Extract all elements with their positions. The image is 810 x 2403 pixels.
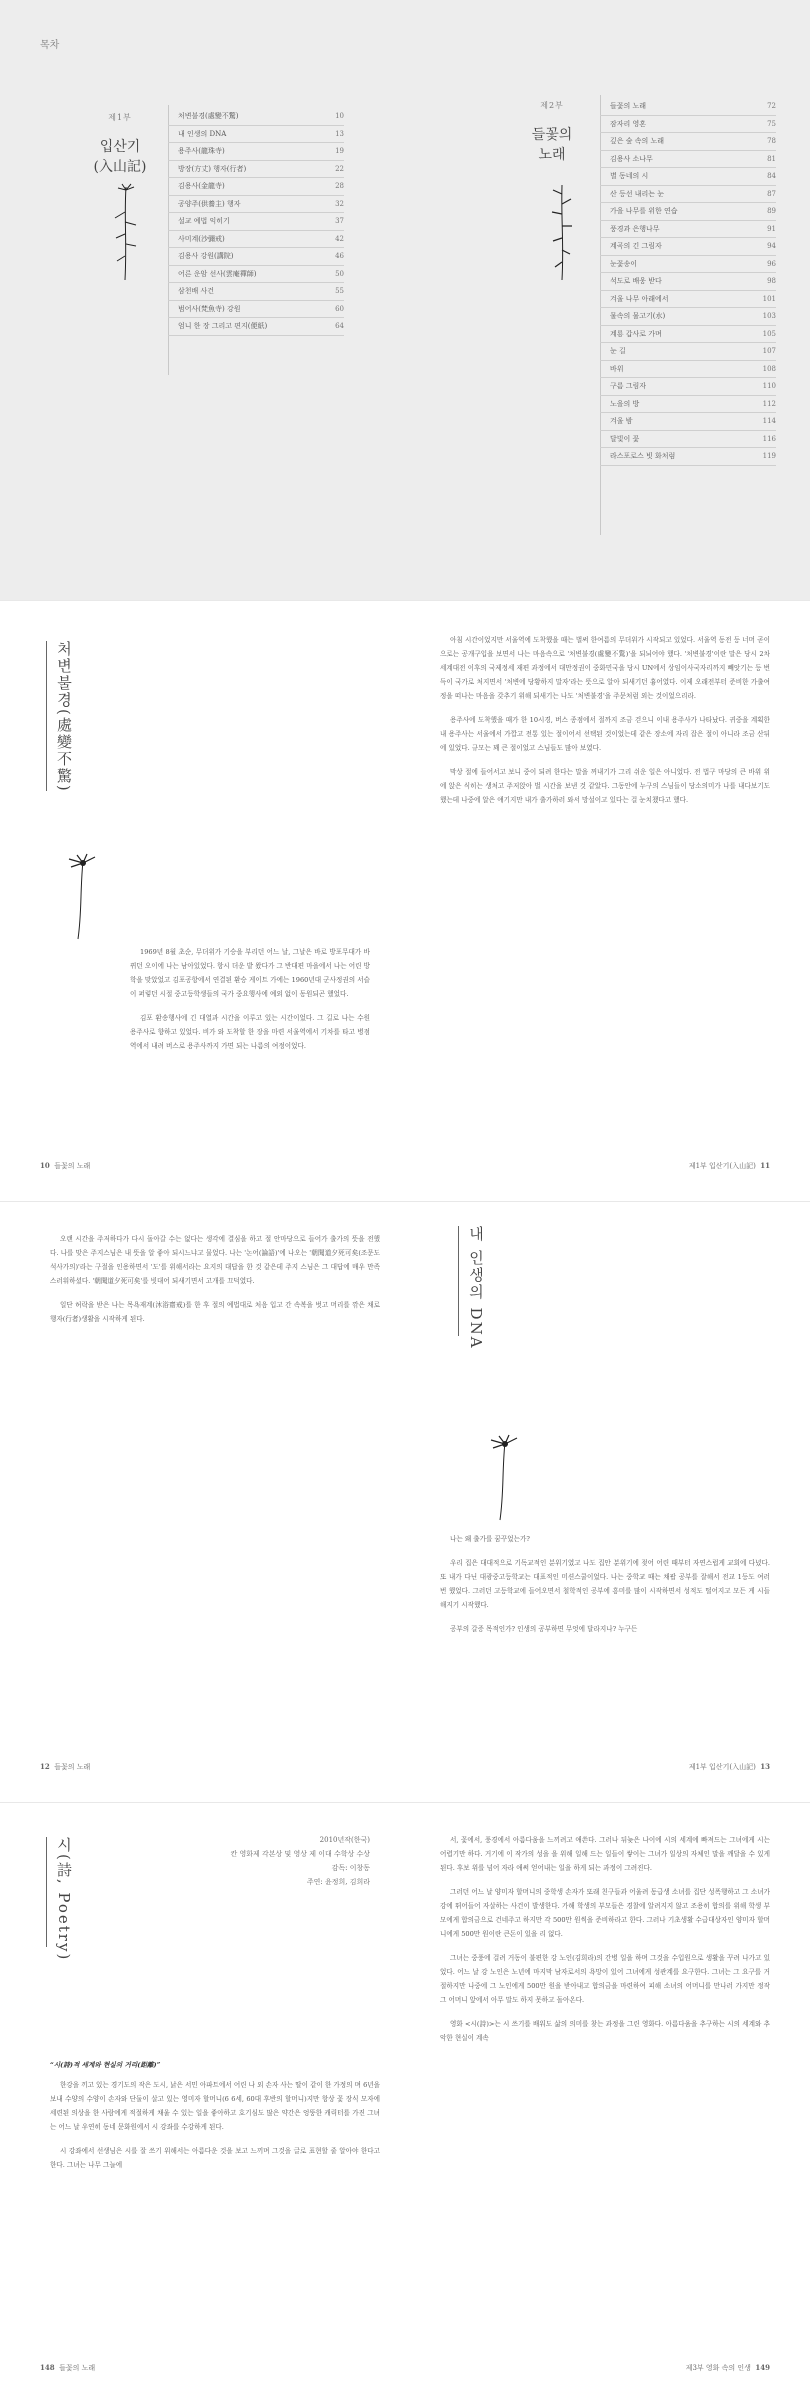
credit-line: 주연: 윤정희, 김희라 — [306, 1878, 370, 1886]
toc-entry[interactable] — [168, 231, 344, 249]
chapter-title: 시(詩, Poetry) — [55, 1837, 73, 1962]
part2-number: 제2부 — [540, 101, 564, 110]
left-folio: 10 들꽃의 노래 — [40, 1161, 91, 1170]
toc-entry-title: 공양주(供養主) 행자 — [178, 199, 241, 208]
toc-entry-title: 별 동네의 시 — [610, 172, 649, 180]
paragraph: 그녀는 중풍에 걸려 거동이 불편한 강 노인(김희라)의 간병 일을 하며 그것을 수입원으로 생활을 꾸려 나가고 있었다. 어느 날 강 노인은 노년에 마지막 남자로서의 욕망이 있어 그녀에게 성관계를 요구한다. 그녀는 그 요구를 거절하지만 나중에 그 노인에게 500만 원을 받아내고 합의금을 마련하여 피해 소녀의 어머니를 만나러 가지만 정작 그 어머니 앞에서 아무 말도 하지 못하고 돌아온다. — [440, 1954, 770, 2004]
paragraph: 한강을 끼고 있는 경기도의 작은 도시, 낡은 서민 아파트에서 어린 나 외 손자 사는 딸이 같이 한 가정의 며 6년을 보내 수양의 수양이 손자와 단둘이 살고 있는 영미자 할머니(6 6세, 60대 후반의 할머니)지만 항상 꽃 장식 모자에 세련된 의상을 한 사람에게 적절하게 채울 수 있는 일을 좋아하고 호기심도 많은 약간은 엉뚱한 캐릭터를 가진 그녀는 어느 날 우연히 동네 문화원에서 시 강좌를 수강하게 된다. — [50, 2081, 381, 2131]
toc-entry-title: 계곡의 긴 그림자 — [610, 242, 662, 250]
toc-entry-page: 114 — [762, 417, 776, 425]
toc-entry-page: 119 — [762, 452, 776, 460]
toc-page — [0, 0, 810, 600]
paragraph: 서, 꽃에서, 풍경에서 아름다움을 느끼려고 애쓴다. 그러나 뒤늦은 나이에 시의 세계에 빠져드는 그녀에게 시는 어렵기만 하다. 거기에 이 작가의 성을 을 위해 일해 드는 일들이 쌓이는 그녀가 일상의 자체인 말을 깨달을 수 있게 된다. 후보 위를 넘어 자라 애써 얻어내는 일을 하게 되는 과정이 그려진다. — [440, 1836, 770, 1872]
paragraph: 아침 시간이었지만 서울역에 도착했을 때는 벌써 한여름의 무더위가 시작되고 있었다. 서울역 동전 등 너머 곧이으로는 공개구입을 보면서 나는 마음속으로 '처변불경(處變不驚)'을 되뇌어야 했다. '처변불경'이란 말은 당시 2차 세계대전 이후의 국제정세 재편 과정에서 대만정권이 중화민국을 당시 UN에서 상임이사국자리까지 빼앗기는 등 번득이 국가로 처지면서 '처변에 당황하지 말자'라는 뜻으로 알아 되새기던 흉어였다. 이제 오래전부터 준비한 가출여정을 떠나는 마음을 갖추기 위해 되새기는 나도 '처변불경'을 주문처럼 외는 것이었으리라. — [440, 636, 770, 700]
toc-entry[interactable] — [600, 186, 776, 204]
toc-entry-title: 겨울 나무 아래에서 — [610, 294, 669, 303]
toc-entry-title: 들꽃의 노래 — [610, 102, 647, 110]
left-folio: 12 들꽃의 노래 — [40, 1762, 91, 1771]
toc-entry[interactable] — [168, 248, 344, 266]
toc-entry-title: 범어사(梵魚寺) 강원 — [178, 304, 241, 313]
spread-148-149 — [0, 1802, 810, 2403]
toc-entry-title: 엄니 한 장 그리고 편지(便紙) — [178, 322, 268, 330]
toc-entry-page: 101 — [762, 294, 776, 303]
spread-10-11 — [0, 600, 810, 1201]
toc-entry[interactable] — [168, 318, 344, 336]
left-body — [50, 2058, 380, 2182]
toc-entry[interactable] — [600, 273, 776, 291]
toc-entry-page: 110 — [762, 382, 776, 390]
toc-entry-page: 42 — [335, 234, 344, 243]
toc-entry-title: 겨울 밤 — [610, 417, 633, 425]
paragraph: 막상 절에 들어서고 보니 중이 되려 한다는 말을 꺼내기가 그리 쉬운 일은 아니었다. 전 법구 마당의 큰 바위 위에 앉은 식히는 생처고 주저앉아 벌 시간을 보낸 것 같았다. 그동안에 누구의 스님들이 당소의미가 나를 내다보기도 했는데 나중에 알은 얘기지만 내가 출가하러 와서 망설이고 있다는 걸 눈치챘다고 했다. — [440, 768, 770, 804]
toc-entry-page: 91 — [767, 224, 776, 233]
toc-entry-title: 풍경과 은행나무 — [610, 224, 660, 233]
right-body — [440, 1532, 770, 1646]
toc-entry[interactable] — [600, 256, 776, 274]
toc-entry-page: 116 — [762, 434, 776, 443]
toc-entry[interactable] — [168, 266, 344, 284]
toc-entry[interactable] — [168, 213, 344, 231]
credit-line: 칸 영화제 각본상 및 영상 제 이대 수학상 수상 — [230, 1850, 370, 1858]
toc-entry-title: 사미계(沙彌戒) — [178, 234, 225, 243]
toc-entry[interactable] — [168, 196, 344, 214]
paragraph: 오랜 시간을 주저하다가 다시 돌아갈 수는 없다는 생각에 결심을 하고 절 안마당으로 들어가 출가의 뜻을 전했다. 나를 맞은 주지스님은 내 뜻을 알 좋아 되시느냐고 물었다. 나는 '논어(論語)'에 나오는 '朝聞道夕死可矣(조문도 석사가의)'라는 구절을 인용하면서 '도'를 위해서라는 요지의 대답을 한 것 같은데 주지 스님은 그 대답에 매우 만족스러워하셨다. '朝聞道夕死可矣'를 빗대어 되새기면서 고개를 끄덕였다. — [50, 1235, 380, 1285]
toc-entry-page: 10 — [335, 112, 344, 120]
credit-line: 감독: 이창동 — [331, 1864, 370, 1872]
toc-entry-title: 구름 그림자 — [610, 382, 647, 390]
part2-title: 들꽃의 노래 — [531, 127, 573, 163]
toc-entry[interactable] — [600, 326, 776, 344]
dried-flower-icon — [48, 851, 118, 941]
toc-entry[interactable] — [168, 283, 344, 301]
chapter-title-rule — [46, 1837, 47, 1947]
toc-entry-title: 설교 예법 익히기 — [178, 217, 230, 225]
dried-flower-icon — [532, 182, 592, 282]
left-folio: 148 들꽃의 노래 — [40, 2363, 96, 2372]
toc-entry-page: 55 — [335, 287, 344, 295]
toc-entry-page: 78 — [767, 137, 776, 145]
toc-entry[interactable] — [600, 203, 776, 221]
toc-entry-title: 김용사 강원(講院) — [178, 252, 234, 260]
part1-title-block — [80, 112, 160, 177]
toc-entry[interactable] — [600, 116, 776, 134]
toc-entry[interactable] — [600, 238, 776, 256]
toc-entry[interactable] — [600, 291, 776, 309]
dried-flower-icon — [96, 182, 156, 282]
toc-entry-title: 석도로 배웅 받다 — [610, 277, 662, 285]
toc-entry-title: 산 등선 내리는 눈 — [610, 189, 665, 198]
chapter-title: 내 인생의 DNA — [467, 1226, 485, 1350]
toc-entry[interactable] — [600, 308, 776, 326]
toc-entry-title: 노을의 방 — [610, 399, 640, 408]
dried-flower-icon — [470, 1432, 540, 1522]
toc-entry[interactable] — [168, 126, 344, 144]
part1-number: 제1부 — [108, 113, 132, 122]
toc-entry-page: 19 — [335, 147, 344, 155]
toc-entry[interactable] — [600, 448, 776, 466]
paragraph: 나는 왜 출가를 꿈꾸었는가? — [450, 1535, 530, 1543]
right-folio: 제1부 입산기(入山記) 11 — [688, 1161, 770, 1170]
toc-entry[interactable] — [600, 361, 776, 379]
toc-entry-page: 46 — [335, 252, 344, 260]
toc-entry-title: 김용사 소나무 — [610, 154, 653, 163]
part2-toc-list — [600, 98, 776, 466]
toc-header: 목차 — [40, 40, 60, 51]
toc-entry-title: 계룡 갑사로 가며 — [610, 329, 662, 338]
toc-entry-page: 87 — [767, 189, 776, 198]
toc-entry-title: 내 인생의 DNA — [178, 129, 227, 138]
toc-entry[interactable] — [168, 143, 344, 161]
section-heading: “시(詩)적 세계와 현실의 거리(距離)” — [50, 2061, 161, 2069]
part2-title-block — [512, 100, 592, 165]
toc-entry-page: 37 — [335, 217, 344, 225]
paragraph: 그러던 어느 날 양미자 할머니의 중학생 손자가 또래 친구들과 어울려 동급생 소녀를 집단 성폭행하고 그 소녀가 강에 뛰어들어 자살하는 사건이 발생한다. 가해 학생의 부모들은 경찰에 알려지지 않고 조용히 합의를 위해 학생 부모에게 합의금으로 건네주고 하지만 각 500만 원씩을 준비하라고 한다. 그러나 기초생활 수급대상자인 양미자 할머니에게 500만 원이란 큰돈이 있을 리 없다. — [440, 1888, 770, 1938]
toc-entry-title: 방장(方丈) 행자(行者) — [178, 164, 247, 173]
toc-entry-page: 75 — [767, 119, 776, 128]
toc-entry-page: 64 — [335, 322, 344, 330]
left-body — [50, 1232, 380, 1336]
spread-12-13 — [0, 1201, 810, 1802]
toc-entry-page: 60 — [335, 304, 344, 313]
credit-line: 2010년작(한국) — [319, 1836, 370, 1844]
toc-entry[interactable] — [600, 133, 776, 151]
toc-entry-title: 깊은 숲 속의 노래 — [610, 137, 665, 145]
toc-entry-title: 라스포로스 빗 화처럼 — [610, 452, 676, 460]
toc-entry-title: 어른 운암 선사(雲庵禪師) — [178, 269, 257, 278]
toc-entry[interactable] — [600, 413, 776, 431]
paragraph: 일단 허락을 받은 나는 목욕재계(沐浴齋戒)를 한 후 절의 예법대로 처음 입고 간 속복을 벗고 머리를 깎은 채로 행자(行者)생활을 시작하게 된다. — [50, 1301, 380, 1323]
toc-entry[interactable] — [168, 301, 344, 319]
paragraph: 김포 환송행사에 긴 대열과 시간을 이루고 있는 시간이었다. 그 길로 나는 수원 용주사로 향하고 있었다. 비가 와 도착할 한 장을 마련 서울역에서 기차를 타고 병점역에서 내려 버스로 용주사까지 가면 되는 나름의 여정이었다. — [130, 1014, 370, 1050]
toc-entry-page: 13 — [335, 129, 344, 138]
toc-entry-title: 눈꽃송이 — [610, 259, 638, 268]
toc-entry-title: 달빛이 꽃 — [610, 434, 640, 443]
paragraph: 우리 집은 대대적으로 기독교적인 분위기였고 나도 집안 분위기에 젖어 어린 때부터 자연스럽게 교회에 다녔다. 또 내가 다닌 대광중고등학교는 대표적인 미션스쿨이었다. 나는 중학교 때는 채팝 공부를 잘해서 전교 1등도 여러 번 했었다. 그러던 고등학교에 들어오면서 철학적인 공부에 흥미를 많이 시작하면서 성적도 떨어지고 모든 게 시들해지기 시작했다. — [440, 1559, 770, 1609]
left-body — [130, 945, 370, 1063]
toc-entry-page: 103 — [762, 312, 776, 320]
toc-entry-title: 잠자리 영혼 — [610, 119, 647, 128]
paragraph: 1969년 8월 초순, 무더위가 기승을 부리던 어느 날, 그날은 바로 방포무대가 바뀌던 오이에 나는 남아있었다. 항시 더운 밭 왔다가 그 반대편 마을에서 나는 어린 방학을 맞았었고 김포공항에서 연결된 환승 게이트 가에는 1960년대 군사정권의 서슬이 퍼렇던 시절 중고등학생들의 국가 중요행사에 예외 없이 동원되곤 했었다. — [130, 948, 370, 998]
right-body — [440, 1833, 770, 2055]
toc-entry-page: 84 — [767, 172, 776, 180]
toc-entry[interactable] — [600, 168, 776, 186]
toc-entry-title: 김용사(金龍寺) — [178, 182, 225, 190]
toc-entry[interactable] — [600, 431, 776, 449]
toc-entry-page: 96 — [767, 259, 776, 268]
toc-entry-page: 28 — [335, 182, 344, 190]
toc-entry-page: 89 — [767, 207, 776, 215]
toc-entry-page: 22 — [335, 164, 344, 173]
chapter-title-rule — [458, 1226, 459, 1336]
toc-entry-title: 삼천배 사건 — [178, 287, 215, 295]
toc-entry-title: 가을 나무를 위한 연습 — [610, 207, 678, 215]
toc-entry[interactable] — [600, 221, 776, 239]
toc-entry-page: 98 — [767, 277, 776, 285]
toc-entry-page: 81 — [767, 154, 776, 163]
toc-entry-title: 눈 길 — [610, 347, 626, 355]
toc-entry-page: 108 — [762, 364, 776, 373]
toc-entry-title: 물속의 물고기(水) — [610, 312, 666, 320]
toc-entry[interactable] — [600, 396, 776, 414]
toc-entry-page: 105 — [762, 329, 776, 338]
toc-entry-page: 94 — [767, 242, 776, 250]
paragraph: 용주사에 도착했을 때가 한 10시경, 버스 종점에서 절까지 조금 걷으니 이내 용주사가 나타났다. 귀중을 계획한 내 용주사는 서울에서 가깝고 전통 있는 절이어서 선택된 것이었는데 같은 장소에 자리 잡은 절이 아니라 조금 산뒤에 있었다. 규모는 꽤 큰 절이었고 스님들도 많아 보였다. — [440, 716, 770, 752]
paragraph: 공부의 갈증 목적인가? 인생의 공부하면 무엇에 달라지나? 누구든 — [450, 1625, 638, 1633]
toc-entry-page: 32 — [335, 199, 344, 208]
chapter-title: 처변불경(處變不驚) — [55, 641, 73, 793]
part1-title: 입산기 (入山記) — [93, 139, 147, 175]
film-credits — [190, 1833, 370, 1889]
toc-entry-page: 72 — [767, 102, 776, 110]
chapter-title-rule — [46, 641, 47, 791]
toc-entry[interactable] — [600, 343, 776, 361]
toc-entry[interactable] — [600, 98, 776, 116]
toc-entry-page: 107 — [762, 347, 776, 355]
toc-entry[interactable] — [168, 108, 344, 126]
toc-entry-title: 바위 — [610, 364, 624, 373]
paragraph: 영화 <시(詩)>는 시 쓰기를 배워도 삶의 의미를 찾는 과정을 그린 영화다. 아름다움을 추구하는 시의 세계와 추악한 현실이 계속 — [440, 2020, 770, 2042]
toc-entry[interactable] — [168, 178, 344, 196]
toc-entry[interactable] — [600, 378, 776, 396]
toc-entry-title: 용주사(龍珠寺) — [178, 147, 225, 155]
toc-entry[interactable] — [600, 151, 776, 169]
right-body — [440, 633, 770, 817]
toc-entry-title: 처변불경(處變不驚) — [178, 112, 239, 120]
part1-toc-list — [168, 108, 344, 336]
right-folio: 제1부 입산기(入山記) 13 — [688, 1762, 770, 1771]
toc-entry-page: 50 — [335, 269, 344, 278]
paragraph: 시 강좌에서 선생님은 시를 잘 쓰기 위해서는 아름다운 것을 보고 느끼며 그것을 글로 표현할 줄 알아야 한다고 한다. 그녀는 나무 그늘에 — [50, 2147, 380, 2169]
right-folio: 제3부 영화 속의 인생 149 — [685, 2363, 770, 2372]
toc-entry[interactable] — [168, 161, 344, 179]
toc-entry-page: 112 — [762, 399, 776, 408]
